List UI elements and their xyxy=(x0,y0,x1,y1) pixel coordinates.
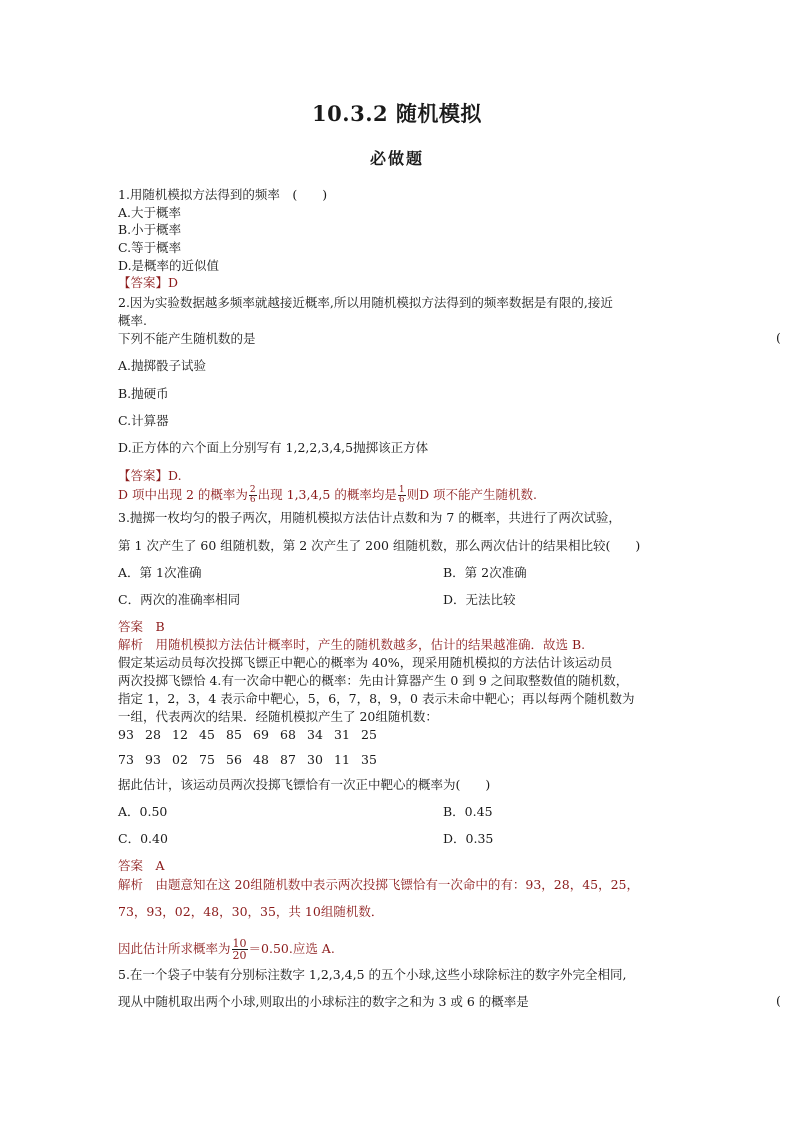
q3-option-a: A．第 1次准确 xyxy=(118,565,202,580)
q4-stem-line4: 一组，代表两次的结果．经随机模拟产生了 20组随机数： xyxy=(118,709,438,724)
q2-frac2-denominator: 6 xyxy=(398,495,405,505)
q4-frac-numerator: 10 xyxy=(232,937,247,950)
q2-answer: 【答案】D. xyxy=(118,468,182,483)
q2-stem-line2: 概率. xyxy=(118,313,147,328)
q4-stem-line1: 假定某运动员每次投掷飞镖正中靶心的概率为 40%，现采用随机模拟的方法估计该运动员 xyxy=(118,655,613,670)
q4-option-d: D．0.35 xyxy=(443,831,494,846)
random-number: 85 xyxy=(226,727,242,742)
q3-option-c: C．两次的准确率相同 xyxy=(118,592,241,607)
section-heading: 必做题 xyxy=(369,149,424,168)
q2-option-b: B.抛硬币 xyxy=(118,386,169,401)
q2-prompt: 下列不能产生随机数的是 xyxy=(118,331,256,346)
random-number: 87 xyxy=(280,752,296,767)
q1-option-b: B.小于概率 xyxy=(118,222,182,237)
random-number: 02 xyxy=(172,752,188,767)
q1-stem: 1.用随机模拟方法得到的频率 ( ) xyxy=(118,187,328,202)
q2-frac2-numerator: 1 xyxy=(398,485,405,495)
q1-option-d: D.是概率的近似值 xyxy=(118,258,220,273)
q4-conclusion xyxy=(118,938,335,961)
q3-explanation: 解析 用随机模拟方法估计概率时，产生的随机数越多，估计的结果越准确．故选 B. xyxy=(118,637,586,652)
q4-explanation-line2: 73，93，02，48，30，35，共 10组随机数． xyxy=(118,904,384,919)
q3-stem-line2: 第 1 次产生了 60 组随机数，第 2 次产生了 200 组随机数，那么两次估计的结果相比较( ) xyxy=(118,538,641,553)
random-number: 31 xyxy=(334,727,350,742)
random-number: 35 xyxy=(361,752,377,767)
q4-explanation-line1: 解析 由题意知在这 20组随机数中表示两次投掷飞镖恰有一次命中的有：93，28，45，25， xyxy=(118,877,640,892)
random-number: 34 xyxy=(307,727,323,742)
q2-option-a: A.抛掷骰子试验 xyxy=(118,358,207,373)
q4-concl-part1: 因此估计所求概率为 xyxy=(118,941,231,956)
q4-fraction xyxy=(232,938,248,961)
random-number: 93 xyxy=(145,752,161,767)
q5-paren: ( xyxy=(776,993,781,1008)
q4-option-a: A．0.50 xyxy=(118,804,168,819)
q2-fraction-1 xyxy=(249,486,257,505)
q2-frac1-numerator: 2 xyxy=(249,485,256,495)
random-number: 93 xyxy=(118,727,134,742)
q4-answer: 答案 A xyxy=(118,858,165,873)
random-number: 45 xyxy=(199,727,215,742)
random-number: 75 xyxy=(199,752,215,767)
q4-frac-denominator: 20 xyxy=(232,949,247,962)
q1-option-a: A.大于概率 xyxy=(118,205,182,220)
q2-expl-part3: 则D 项不能产生随机数. xyxy=(406,487,538,502)
q4-option-c: C．0.40 xyxy=(118,831,168,846)
q4-random-numbers-row1 xyxy=(118,726,388,743)
q3-option-b: B．第 2次准确 xyxy=(443,565,527,580)
q2-expl-part1: D 项中出现 2 的概率为 xyxy=(118,487,248,502)
q2-expl-part2: 出现 1,3,4,5 的概率均是 xyxy=(257,487,397,502)
random-number: 28 xyxy=(145,727,161,742)
q2-option-c: C.计算器 xyxy=(118,413,169,428)
q4-concl-part2: ＝0.50.应选 A. xyxy=(248,941,335,956)
q2-option-d: D.正方体的六个面上分别写有 1,2,2,3,4,5抛掷该正方体 xyxy=(118,440,429,455)
random-number: 56 xyxy=(226,752,242,767)
q2-stem-line1: 2.因为实验数据越多频率就越接近概率,所以用随机模拟方法得到的频率数据是有限的,接近 xyxy=(118,295,613,310)
q3-answer: 答案 B xyxy=(118,619,165,634)
random-number: 11 xyxy=(334,752,350,767)
random-number: 48 xyxy=(253,752,269,767)
q4-stem-line3: 指定 1，2，3，4 表示命中靶心，5，6，7，8，9，0 表示未命中靶心；再以每两个随机数为 xyxy=(118,691,635,706)
q4-option-b: B．0.45 xyxy=(443,804,493,819)
q5-stem-line2: 现从中随机取出两个小球,则取出的小球标注的数字之和为 3 或 6 的概率是 xyxy=(118,994,529,1009)
q4-stem-line2: 两次投掷飞镖恰 4.有一次命中靶心的概率：先由计算器产生 0 到 9 之间取整数值的随机数， xyxy=(118,673,629,688)
random-number: 69 xyxy=(253,727,269,742)
q3-option-d: D．无法比较 xyxy=(443,592,516,607)
random-number: 30 xyxy=(307,752,323,767)
q4-random-numbers-row2 xyxy=(118,751,388,768)
q2-frac1-denominator: 6 xyxy=(249,495,256,505)
q5-stem-line1: 5.在一个袋子中装有分别标注数字 1,2,3,4,5 的五个小球,这些小球除标注的数字外完全相同, xyxy=(118,967,627,982)
q1-option-c: C.等于概率 xyxy=(118,240,182,255)
q1-answer: 【答案】D xyxy=(118,275,179,290)
q2-fraction-2 xyxy=(398,486,406,505)
random-number: 73 xyxy=(118,752,134,767)
random-number: 68 xyxy=(280,727,296,742)
q2-paren: ( xyxy=(776,330,781,345)
q4-prompt: 据此估计，该运动员两次投掷飞镖恰有一次正中靶心的概率为( ) xyxy=(118,777,491,792)
random-number: 25 xyxy=(361,727,377,742)
random-number: 12 xyxy=(172,727,188,742)
q2-explanation xyxy=(118,486,537,505)
page-title: 10.3.2 随机模拟 xyxy=(312,101,482,126)
q3-stem-line1: 3.抛掷一枚均匀的骰子两次，用随机模拟方法估计点数和为 7 的概率，共进行了两次试验， xyxy=(118,510,621,525)
